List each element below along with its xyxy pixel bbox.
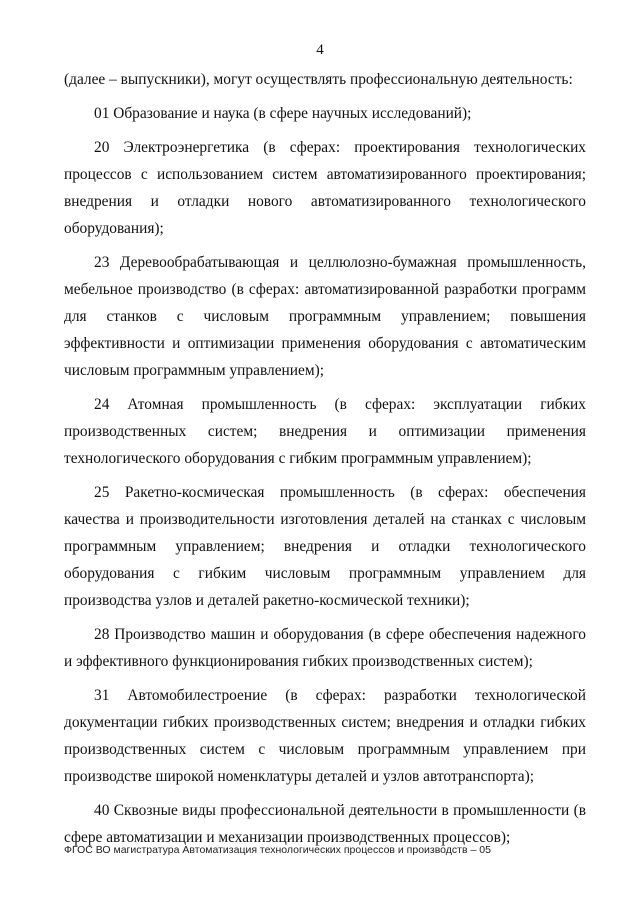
document-body [64,66,586,858]
paragraph-20-power: 20 Электроэнергетика (в сферах: проектирования технологических процессов с использованием систем автоматизированного проектирования; внедрения и отладки нового автоматизированного технологического оборудования); [64,139,586,237]
page-footer: ФГОС ВО магистратура Автоматизация технологических процессов и производств – 05 [64,844,491,856]
paragraph-31-automotive: 31 Автомобилестроение (в сферах: разработки технологической документации гибких производственных систем; внедрения и отладки гибких производственных систем с числовым программным управлением при производстве широкой номенклатуры деталей и узлов автотранспорта); [64,687,586,785]
page-number: 4 [316,42,324,58]
paragraph-24-nuclear: 24 Атомная промышленность (в сферах: эксплуатации гибких производственных систем; внедрения и оптимизации применения технологического оборудования с гибким программным управлением); [64,396,586,467]
paragraph-40-crosscutting: 40 Сквозные виды профессиональной деятельности в промышленности (в сфере автоматизации и механизации производственных процессов); [64,802,586,846]
paragraph-25-space: 25 Ракетно-космическая промышленность (в сферах: обеспечения качества и производительности изготовления деталей на станках с числовым программным управлением; внедрения и отладки технологического оборудования с гибким числовым программным управлением для производства узлов и деталей ракетно-космической техники); [64,484,586,609]
paragraph-intro: (далее – выпускники), могут осуществлять профессиональную деятельность: [64,71,573,88]
paragraph-28-machinery: 28 Производство машин и оборудования (в сфере обеспечения надежного и эффективного функционирования гибких производственных систем); [64,626,586,670]
paragraph-23-wood: 23 Деревообрабатывающая и целлюлозно-бумажная промышленность, мебельное производство (в сферах: автоматизированной разработки программ для станков с числовым программным управлением; повышения эффективности и оптимизации применения оборудования с автоматическим числовым программным управлением); [64,254,586,379]
paragraph-01-education: 01 Образование и наука (в сфере научных исследований); [94,105,472,122]
